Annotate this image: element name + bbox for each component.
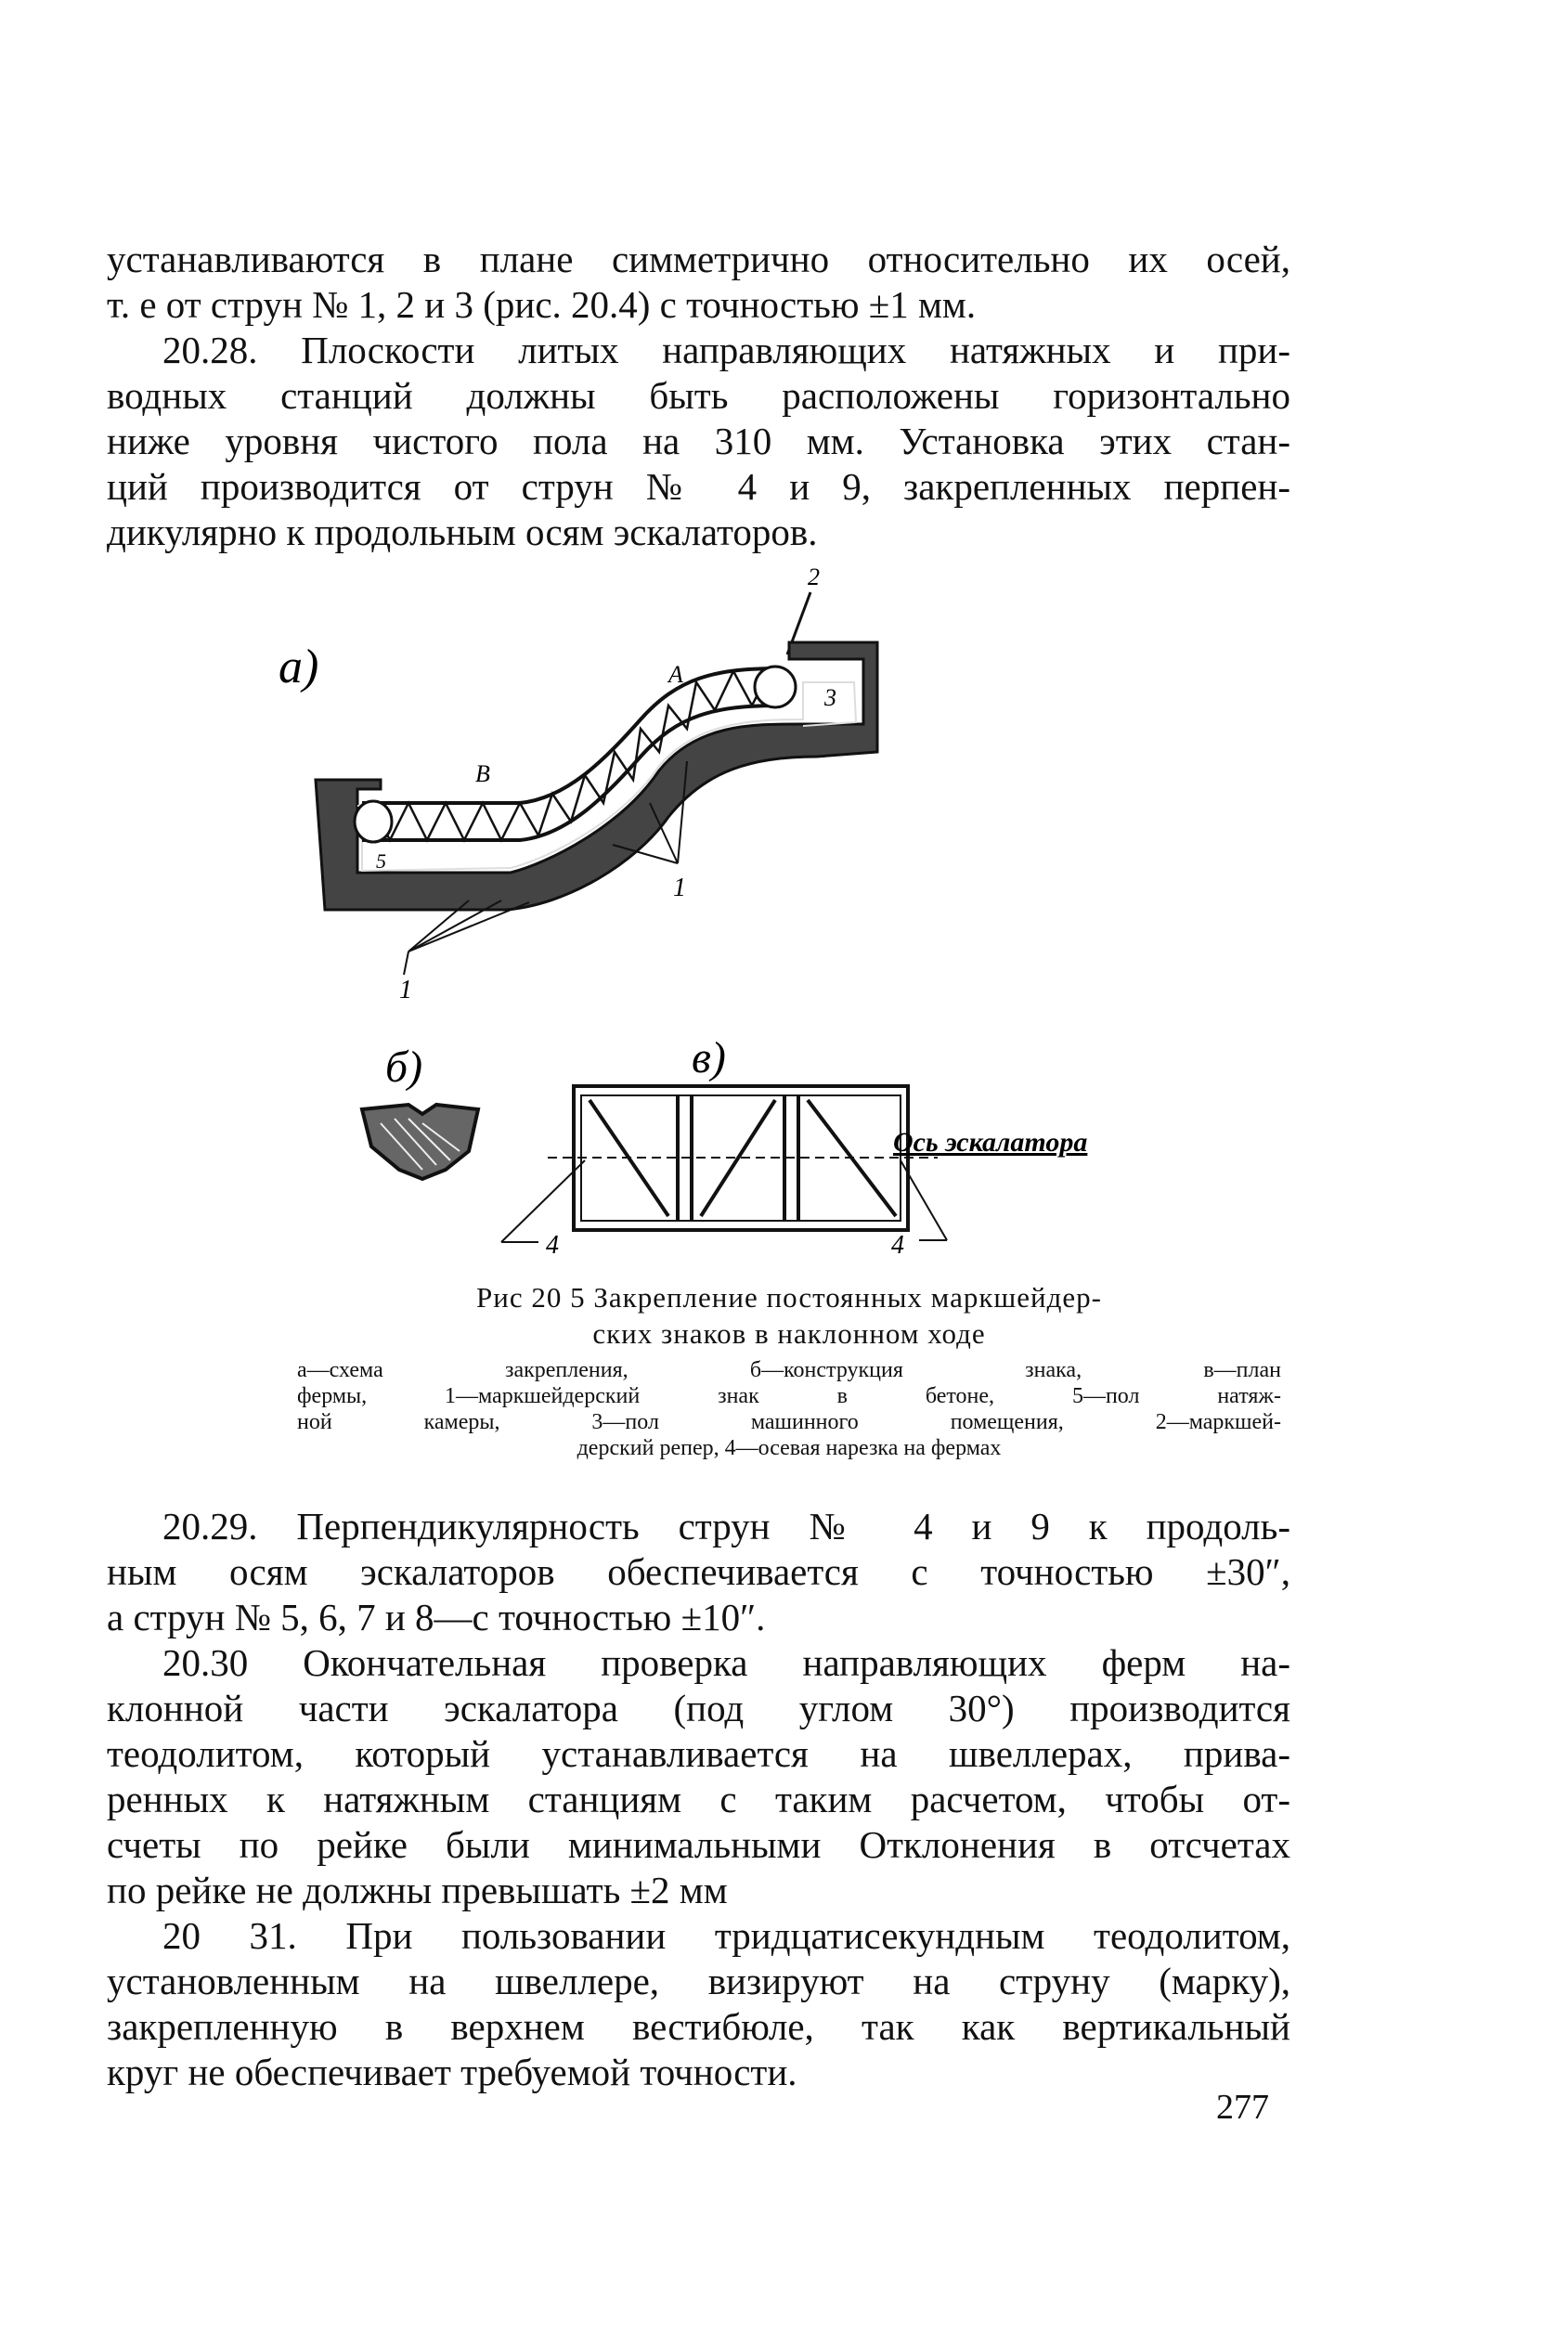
label-5: 5	[376, 849, 386, 873]
text-line: водных станций должны быть расположены горизонтально	[107, 374, 1290, 417]
axis-label: Ось эскалатора	[893, 1127, 1088, 1158]
text-line: дикулярно к продольным осям эскалаторов.	[107, 511, 818, 553]
caption-legend-line: фермы, 1—маркшейдерский знак в бетоне, 5—пол натяж-	[297, 1384, 1281, 1408]
text-line: установленным на швеллере, визируют на струну (марку),	[107, 1960, 1290, 2002]
label-A: А	[668, 661, 683, 688]
text-line: ным осям эскалаторов обеспечивается с точностью ±30″,	[107, 1550, 1290, 1593]
text-line: ренных к натяжным станциям с таким расчетом, чтобы от-	[107, 1778, 1290, 1820]
label-3: 3	[824, 684, 836, 711]
label-2: 2	[808, 566, 820, 590]
label-4-left: 4	[546, 1231, 559, 1260]
caption-legend-line: а—схема закрепления, б—конструкция знака, в—план	[297, 1358, 1281, 1382]
panel-v-label: в)	[692, 1033, 726, 1082]
figure-caption-title	[297, 1279, 1281, 1352]
label-1-left: 1	[399, 976, 412, 1004]
label-4-right: 4	[891, 1231, 904, 1260]
figure-caption-legend	[297, 1357, 1281, 1461]
panel-b-label: б)	[385, 1042, 423, 1092]
text-line: 20.30 Окончательная проверка направляющих ферм на-	[162, 1641, 1290, 1684]
text-line: счеты по рейке были минимальными Отклонения в отсчетах	[107, 1823, 1290, 1866]
text-line: клонной части эскалатора (под углом 30°) производится	[107, 1687, 1290, 1729]
panel-a-label: а)	[279, 641, 319, 693]
label-B: В	[475, 760, 490, 787]
page-number: 277	[1216, 2088, 1269, 2127]
text-line: 20.29. Перпендикулярность струн № 4 и 9 к продоль-	[162, 1505, 1290, 1548]
text-line: 20 31. При пользовании тридцатисекундным теодолитом,	[162, 1914, 1290, 1957]
text-line: ниже уровня чистого пола на 310 мм. Установка этих стан-	[107, 420, 1290, 462]
text-line: 20.28. Плоскости литых направляющих натяжных и при-	[162, 329, 1290, 371]
caption-legend-line: ной камеры, 3—пол машинного помещения, 2—маркшей-	[297, 1410, 1281, 1434]
text-line: круг не обеспечивает требуемой точности.	[107, 2051, 797, 2093]
text-line: закрепленную в верхнем вестибюле, так как вертикальный	[107, 2005, 1290, 2048]
caption-title-line: Рис 20 5 Закрепление постоянных маркшейдер-	[476, 1281, 1102, 1314]
label-1-right: 1	[673, 874, 686, 902]
text-line: т. е от струн № 1, 2 и 3 (рис. 20.4) с точностью ±1 мм.	[107, 283, 977, 326]
text-line: теодолитом, который устанавливается на швеллерах, прива-	[107, 1732, 1290, 1775]
paragraph-top	[107, 237, 1290, 555]
text-line: ций производится от струн № 4 и 9, закрепленных перпен-	[107, 465, 1290, 508]
text-line: устанавливаются в плане симметрично относительно их осей,	[107, 238, 1290, 280]
figure-escalator-markers	[269, 566, 1160, 1272]
text-line: а струн № 5, 6, 7 и 8—с точностью ±10″.	[107, 1596, 766, 1638]
caption-legend-line: дерский репер, 4—осевая нарезка на фермах	[577, 1436, 1002, 1460]
text-line: по рейке не должны превышать ±2 мм	[107, 1869, 728, 1911]
paragraph-bottom	[107, 1504, 1290, 2095]
caption-title-line: ских знаков в наклонном ходе	[592, 1317, 986, 1350]
